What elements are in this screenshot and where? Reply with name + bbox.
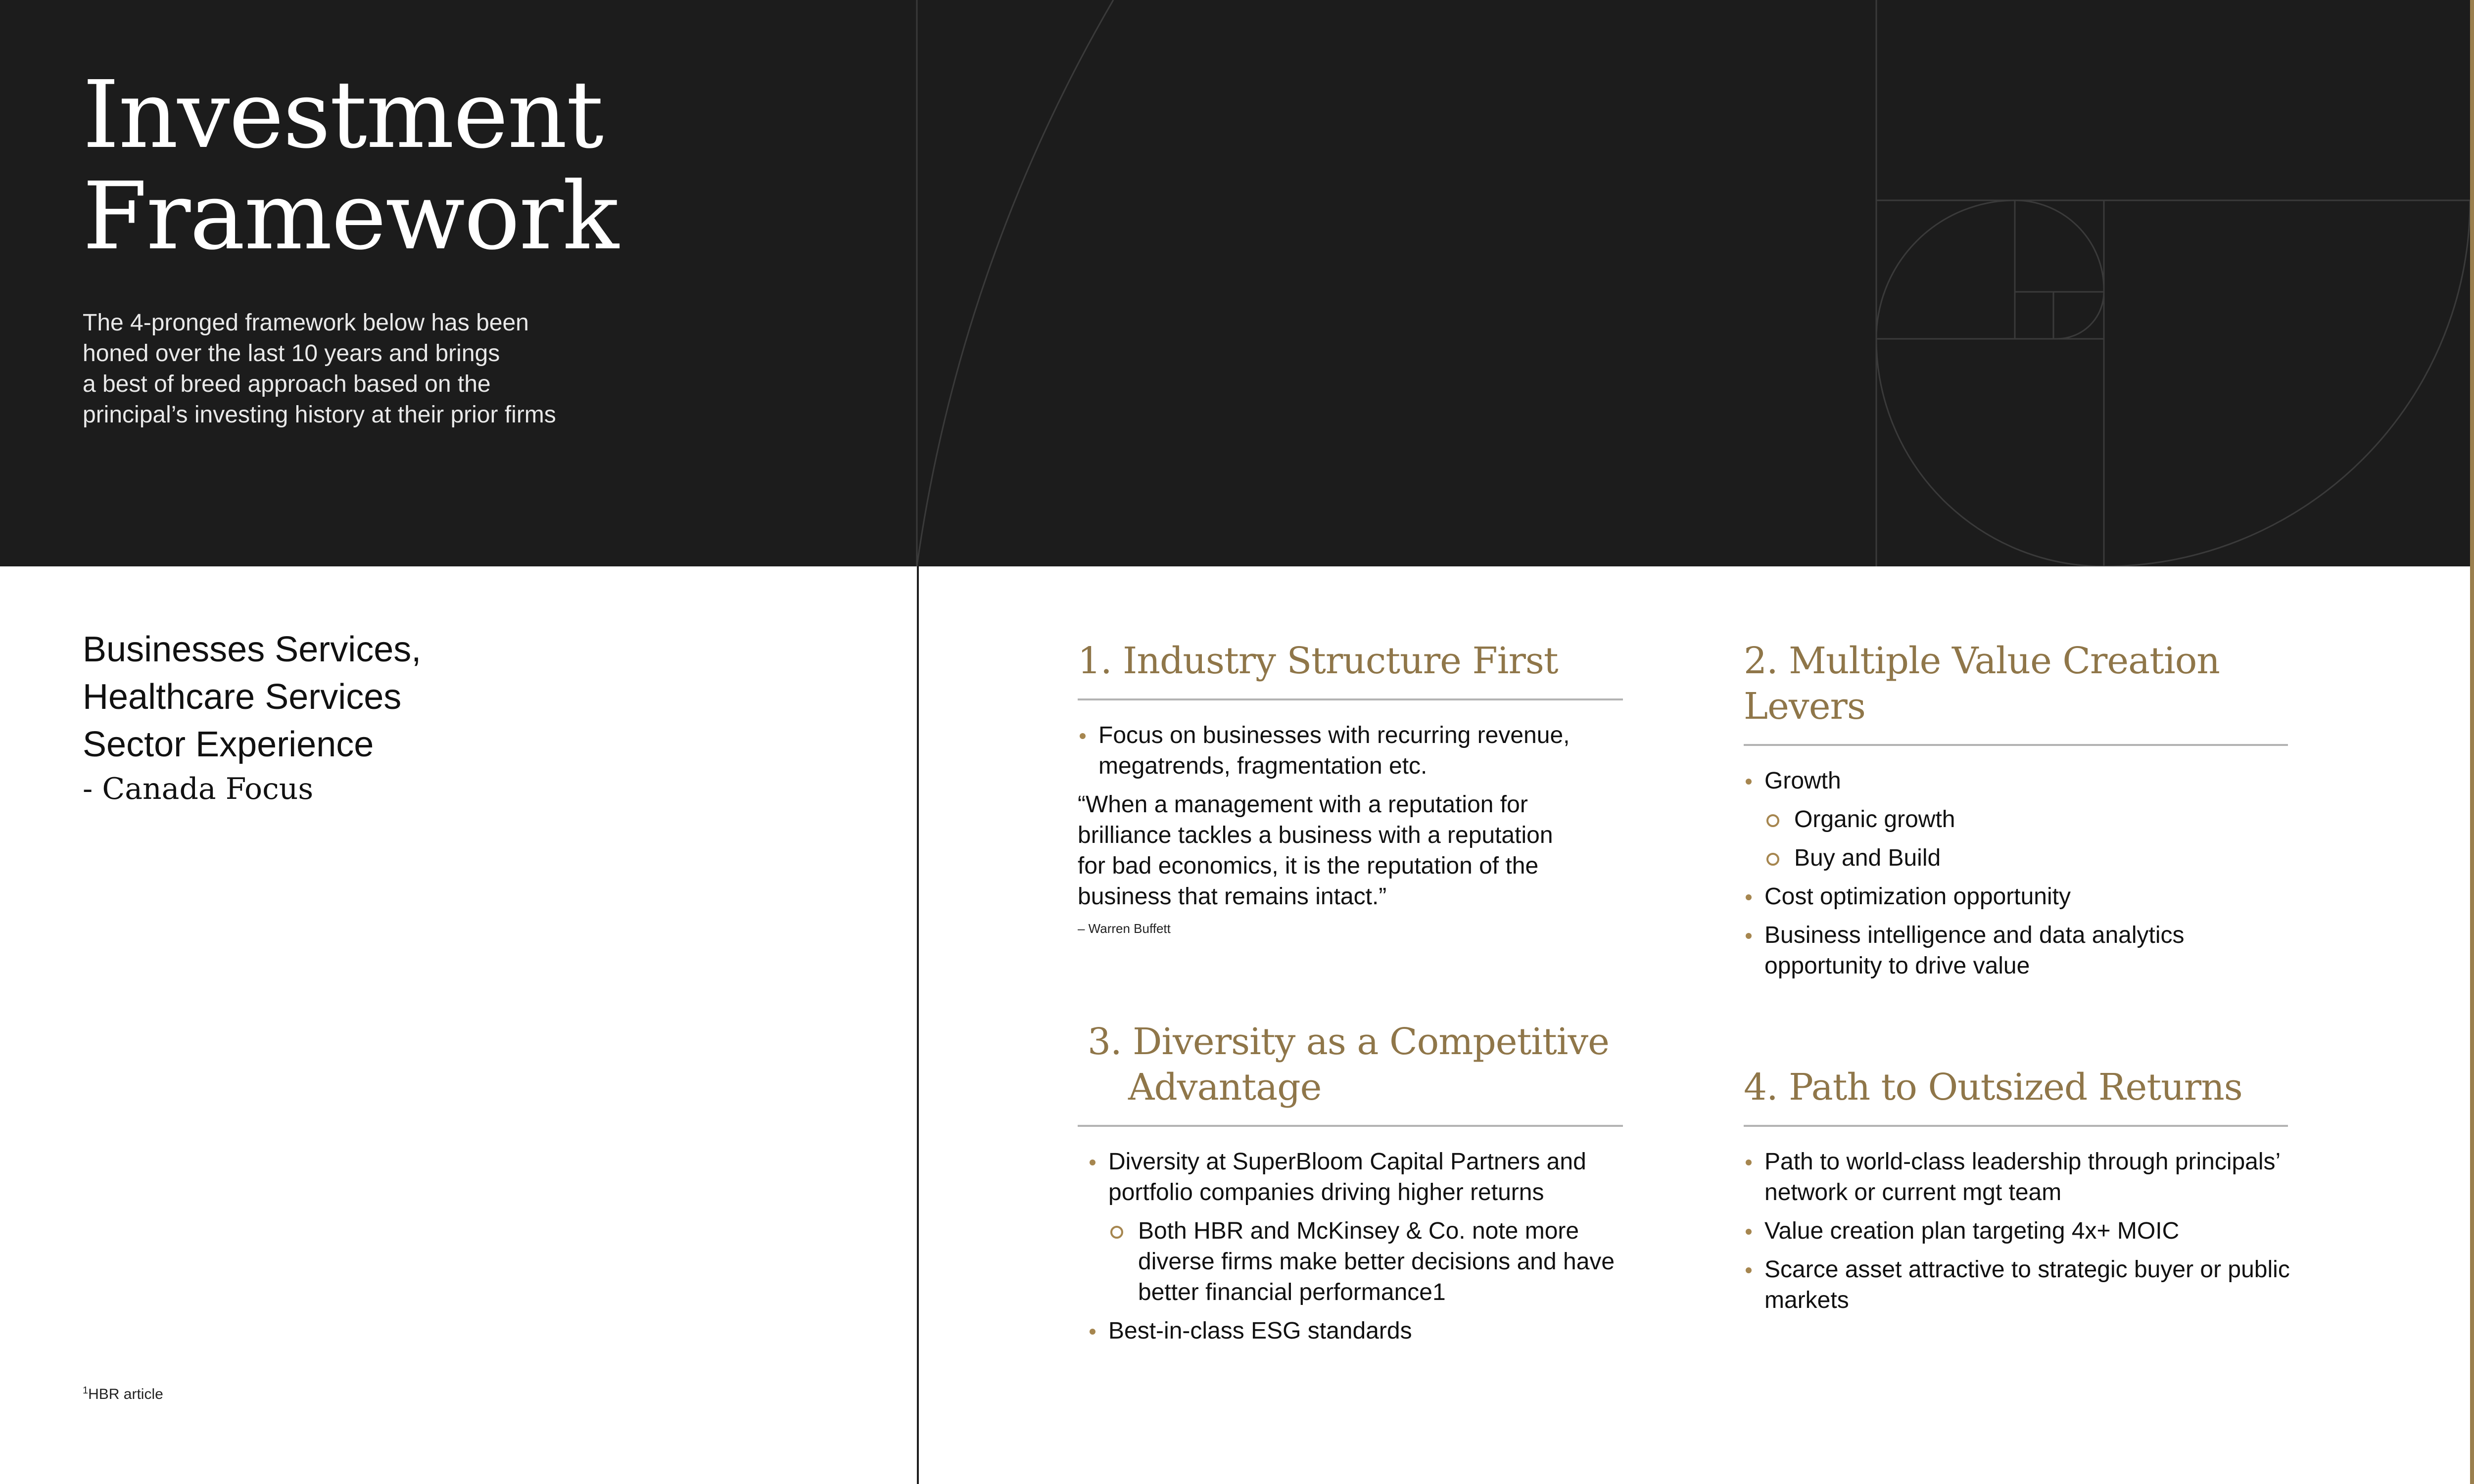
bullet-item: Focus on businesses with recurring revenue, megatrends, fragmentation etc. <box>1078 720 1623 782</box>
title-line: Framework <box>83 162 618 271</box>
title-rule <box>1078 1125 1623 1127</box>
footnote <box>83 1385 163 1403</box>
bullet-item: Value creation plan targeting 4x+ MOIC <box>1744 1216 2332 1247</box>
bullet-item: Business intelligence and data analytics opportunity to drive value <box>1744 920 2293 981</box>
bullet-item: Scarce asset attractive to strategic buyer or public markets <box>1744 1254 2332 1316</box>
intro-line: The 4-pronged framework below has been <box>83 310 529 336</box>
framework-card-3 <box>1078 1019 1623 1354</box>
bullet-item: Cost optimization opportunity <box>1744 881 2293 912</box>
bullet-list <box>1744 1147 2332 1316</box>
bullet-item: Path to world-class leadership through principals’ network or current mgt team <box>1744 1147 2332 1208</box>
header-band <box>0 0 2470 566</box>
card-title <box>1744 638 2293 729</box>
title-rule <box>1078 698 1623 700</box>
sub-bullet-item: Both HBR and McKinsey & Co. note more diverse firms make better decisions and have better financial performance1 <box>1088 1216 1623 1308</box>
sector-line: Healthcare Services <box>83 677 402 717</box>
title-rule <box>1744 1125 2288 1127</box>
quote-line: “When a management with a reputation for <box>1078 791 1528 818</box>
quote-line: for bad economics, it is the reputation of the <box>1078 853 1539 879</box>
sub-bullet-item: Buy and Build <box>1744 843 2293 874</box>
quote-line: business that remains intact.” <box>1078 883 1387 910</box>
bullet-list <box>1744 766 2293 981</box>
footnote-marker: 1 <box>83 1385 89 1396</box>
card-title-line: 4. Path to Outsized Returns <box>1744 1066 2242 1109</box>
column-divider <box>917 566 919 1484</box>
framework-card-4 <box>1744 1065 2332 1324</box>
intro-line: a best of breed approach based on the <box>83 371 491 397</box>
intro-text <box>83 308 637 430</box>
quote-line: brilliance tackles a business with a reputation <box>1078 822 1553 848</box>
footnote-text: HBR article <box>88 1386 163 1402</box>
section-sidebar <box>2470 0 2474 1484</box>
focus-subtitle: - Canada Focus <box>83 772 314 806</box>
card-title <box>1744 1065 2332 1110</box>
title-rule <box>1744 744 2288 746</box>
intro-line: honed over the last 10 years and brings <box>83 340 500 367</box>
framework-card-2 <box>1744 638 2293 989</box>
bullet-item: Best-in-class ESG standards <box>1088 1316 1623 1346</box>
card-title-line: 1. Industry Structure First <box>1078 640 1558 682</box>
sub-bullet-item: Organic growth <box>1744 804 2293 835</box>
bullet-item: Growth <box>1744 766 2293 796</box>
quote-author: – Warren Buffett <box>1078 921 1171 936</box>
card-title <box>1078 638 1623 684</box>
card-title-line: 2. Multiple Value Creation Levers <box>1744 640 2220 728</box>
sector-heading <box>83 626 421 768</box>
card-title <box>1078 1019 1623 1110</box>
sector-line: Businesses Services, <box>83 630 422 669</box>
title-line: Investment <box>83 61 603 169</box>
bullet-list <box>1078 720 1623 782</box>
intro-line: principal’s investing history at their prior firms <box>83 402 556 428</box>
sector-line: Sector Experience <box>83 725 374 764</box>
framework-card-1 <box>1078 638 1623 936</box>
card-title-line: Advantage <box>1128 1066 1322 1109</box>
quote <box>1078 789 1623 912</box>
page-title <box>83 61 618 271</box>
bullet-list <box>1078 1147 1623 1346</box>
bullet-item: Diversity at SuperBloom Capital Partners and portfolio companies driving higher returns <box>1088 1147 1623 1208</box>
card-title-line: 3. Diversity as a Competitive <box>1088 1020 1609 1063</box>
